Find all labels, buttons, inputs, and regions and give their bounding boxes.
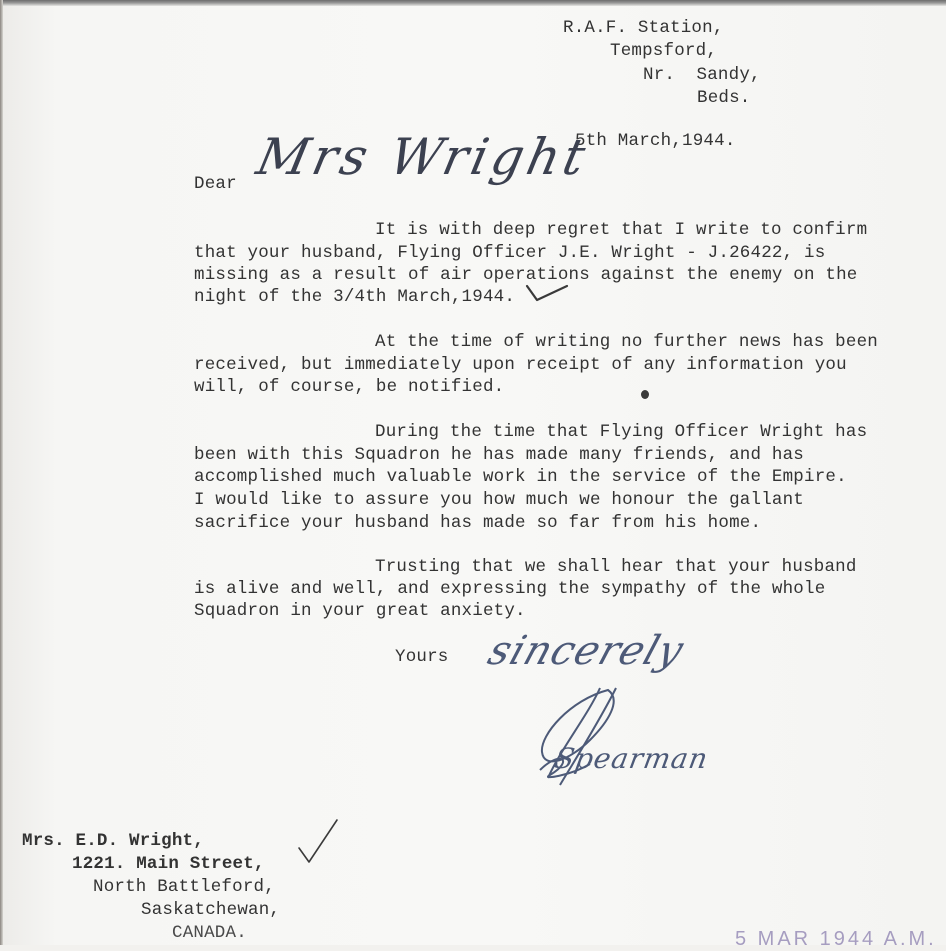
sender-address-line-4: Beds. <box>697 88 751 108</box>
paragraph-4-line-1: Trusting that we shall hear that your husband <box>375 557 857 577</box>
recipient-address-line-3: North Battleford, <box>93 877 275 897</box>
paragraph-3-line-3: accomplished much valuable work in the service of the Empire. <box>194 467 847 487</box>
sender-address-line-1: R.A.F. Station, <box>563 18 724 38</box>
paragraph-1-line-4: night of the 3/4th March,1944. <box>194 287 516 307</box>
paragraph-3-line-2: been with this Squadron he has made many friends, and has <box>194 445 804 465</box>
letter-date: 5th March,1944. <box>575 131 736 151</box>
paragraph-2-line-2: received, but immediately upon receipt of any information you <box>194 355 847 375</box>
received-date-stamp: 5 MAR 1944 A.M. <box>735 928 937 950</box>
recipient-address-line-2: 1221. Main Street, <box>72 854 265 874</box>
checkmark-icon <box>525 280 569 302</box>
checkmark-icon <box>297 818 339 866</box>
paragraph-2-line-1: At the time of writing no further news has been <box>375 332 878 352</box>
recipient-address-line-5: CANADA. <box>172 923 247 943</box>
paragraph-3-line-5: sacrifice your husband has made so far from his home. <box>194 513 762 533</box>
paragraph-3-line-4: I would like to assure you how much we honour the gallant <box>194 490 804 510</box>
paragraph-1-line-3: missing as a result of air operations against the enemy on the <box>194 265 858 285</box>
paragraph-4-line-3: Squadron in your great anxiety. <box>194 601 526 621</box>
paragraph-3-line-1: During the time that Flying Officer Wright has <box>375 422 868 442</box>
closing-handwritten: sincerely <box>482 628 690 674</box>
sender-address-line-3: Nr. Sandy, <box>643 65 761 85</box>
sender-address-line-2: Tempsford, <box>610 41 718 61</box>
closing-typed: Yours <box>395 647 449 667</box>
paragraph-1-line-1: It is with deep regret that I write to confirm <box>375 220 868 240</box>
recipient-address-line-4: Saskatchewan, <box>141 900 281 920</box>
salutation-handwritten: Mrs Wright <box>251 128 595 186</box>
paper-left-edge <box>0 0 3 945</box>
paper-top-edge <box>0 0 946 6</box>
signature: Spearman <box>552 742 711 775</box>
salutation-typed: Dear <box>194 174 237 194</box>
ink-spot <box>641 390 649 399</box>
paragraph-4-line-2: is alive and well, and expressing the sympathy of the whole <box>194 579 826 599</box>
recipient-address-line-1: Mrs. E.D. Wright, <box>22 831 204 851</box>
paragraph-2-line-3: will, of course, be notified. <box>194 377 505 397</box>
paragraph-1-line-2: that your husband, Flying Officer J.E. Wright - J.26422, is <box>194 243 826 263</box>
